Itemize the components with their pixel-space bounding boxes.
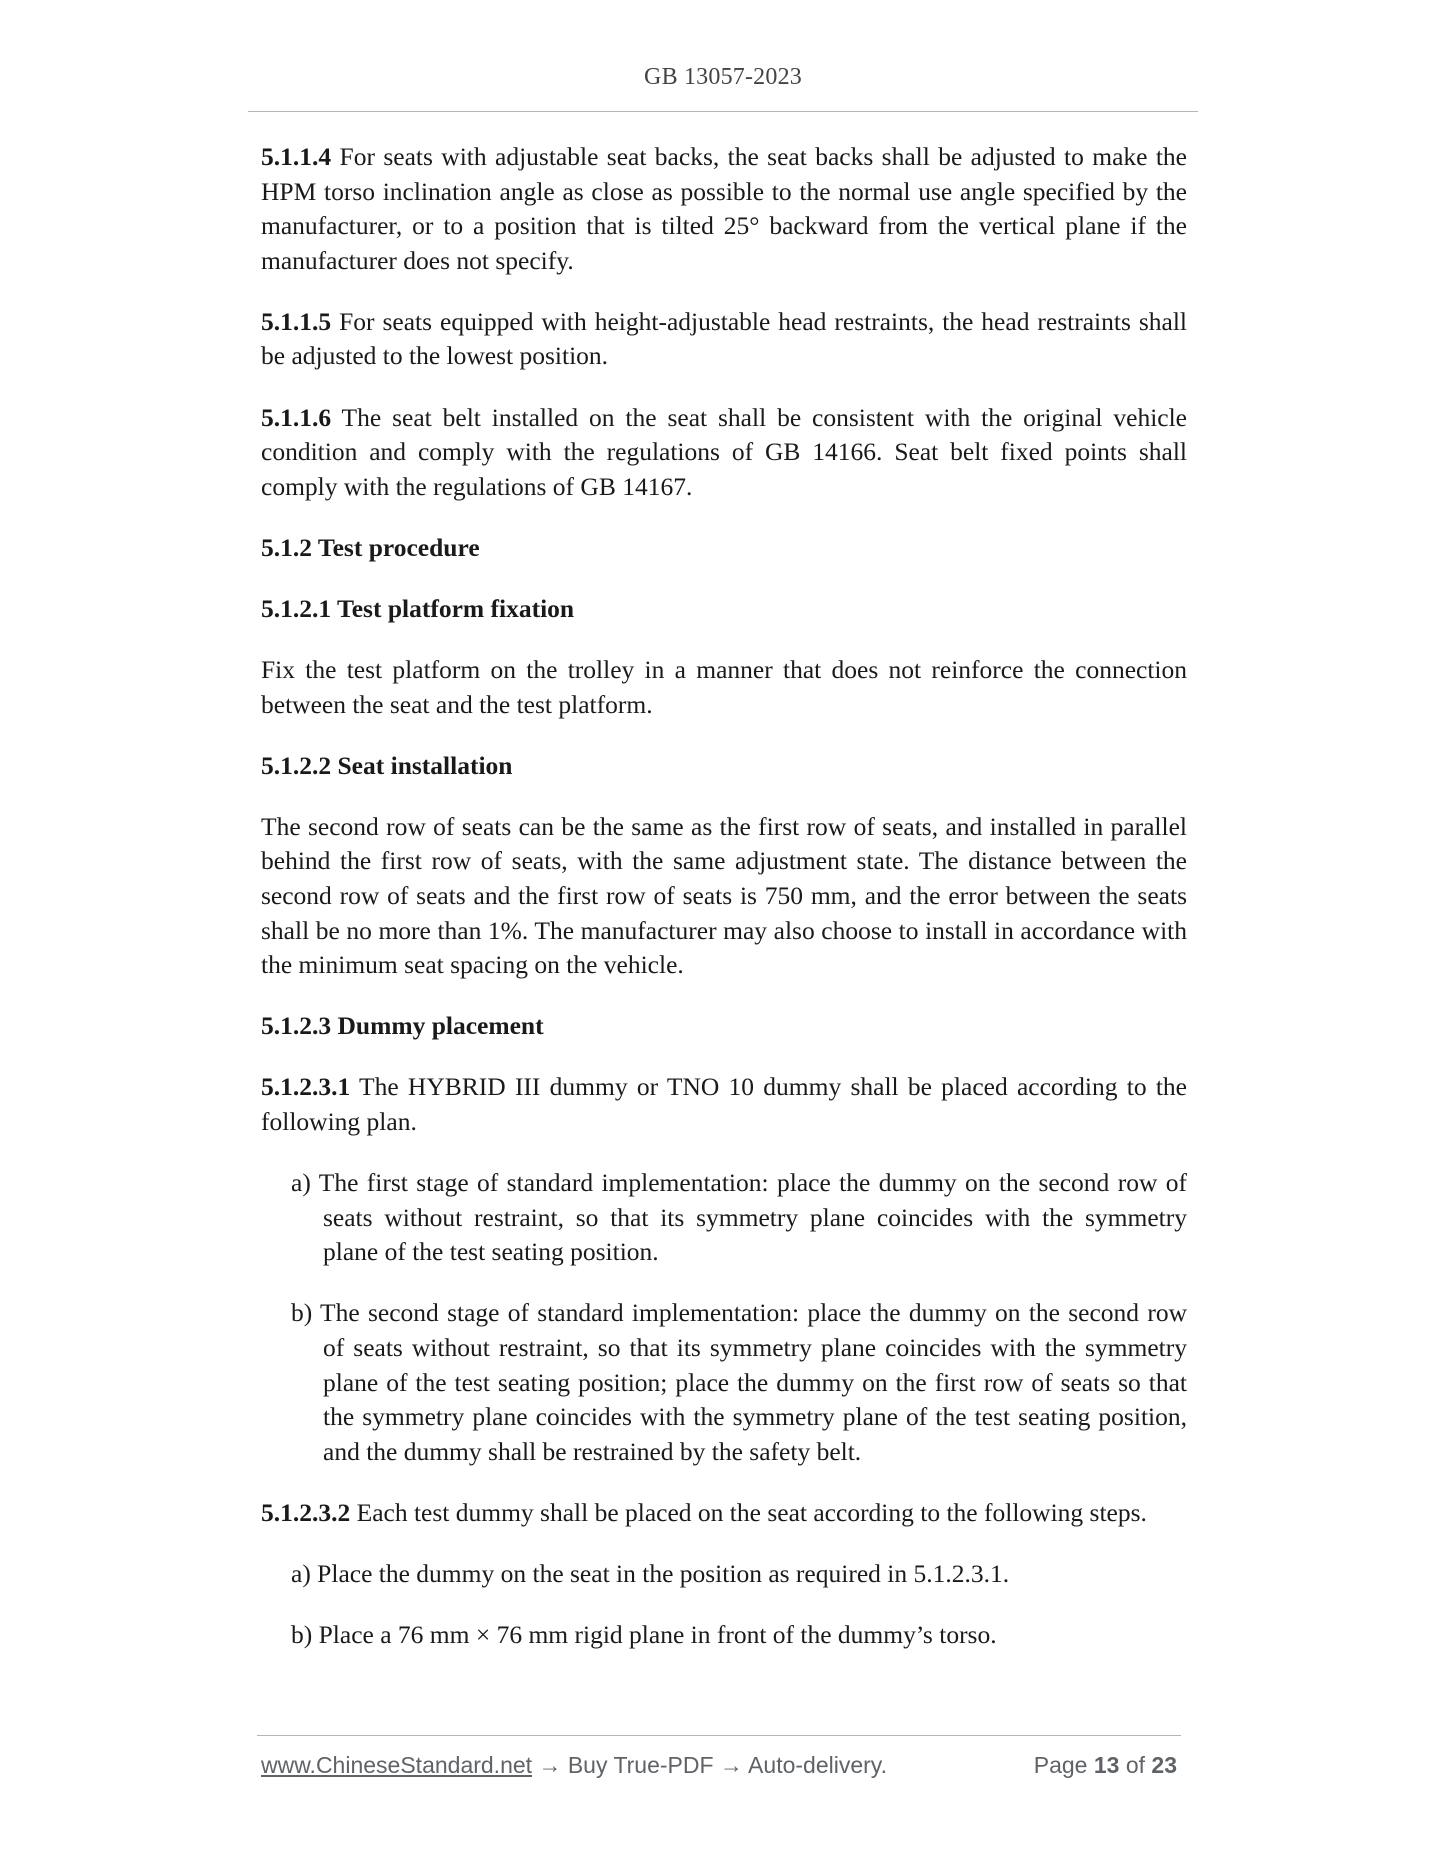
paragraph-5-1-2-3-1: [261, 1070, 1187, 1139]
heading-test-platform-fixation: 5.1.2.1 Test platform fixation: [261, 593, 575, 623]
page-footer: [261, 1752, 1181, 1786]
clause-number: 5.1.1.4: [261, 142, 332, 171]
clause-number: 5.1.1.6: [261, 402, 332, 432]
footer-tagline: → Buy True-PDF → Auto-delivery.: [532, 1752, 887, 1778]
footer-divider: [257, 1735, 1181, 1736]
clause-text: The seat belt installed on the seat shall be consistent with the original vehicle condition and comply with the regulations of GB 14166. Seat belt fixed points shall comply with the regulations of GB 14167.: [261, 402, 1187, 501]
clause-text: For seats with adjustable seat backs, the seat backs shall be adjusted to make the HPM torso inclination angle as close as possible to the normal use angle specified by the manufacturer, or to a position that is tilted 25° backward from the vertical plane if the manufacturer does not specify.: [261, 142, 1187, 275]
clause-number: 5.1.1.5: [261, 306, 332, 336]
document-body: [261, 140, 1187, 1679]
clause-text: Each test dummy shall be placed on the seat according to the following steps.: [350, 1497, 1147, 1527]
clause-number: 5.1.2.3.2: [261, 1497, 351, 1527]
list-item-first-stage: a) The first stage of standard implementation: place the dummy on the second row of seats without restraint, so that its symmetry plane coincides with the symmetry plane of the test seating position.: [291, 1168, 1187, 1267]
paragraph-5-1-2-3-2: [261, 1496, 1187, 1531]
page-current: 13: [1093, 1752, 1120, 1778]
paragraph-platform-fixation: Fix the test platform on the trolley in a manner that does not reinforce the connection between the seat and the test platform.: [261, 655, 1187, 719]
page-header-title: GB 13057-2023: [644, 64, 802, 90]
footer-left: [261, 1752, 887, 1779]
page-total: 23: [1151, 1752, 1177, 1778]
header-divider: [248, 111, 1198, 112]
clause-text: The HYBRID III dummy or TNO 10 dummy shall be placed according to the following plan.: [261, 1072, 1187, 1136]
page-of: of: [1119, 1752, 1152, 1778]
clause-text: For seats equipped with height-adjustable head restraints, the head restraints shall be adjusted to the lowest position.: [261, 306, 1187, 371]
page-number: [1034, 1752, 1177, 1779]
list-item-rigid-plane: b) Place a 76 mm × 76 mm rigid plane in front of the dummy’s torso.: [291, 1620, 997, 1649]
heading-seat-installation: 5.1.2.2 Seat installation: [261, 750, 513, 780]
paragraph-seat-installation: The second row of seats can be the same as the first row of seats, and installed in parallel behind the first row of seats, with the same adjustment state. The distance between the second row of seats and the first row of seats is 750 mm, and the error between the seats shall be no more than 1%. The manufacturer may also choose to install in accordance with the minimum seat spacing on the vehicle.: [261, 811, 1187, 980]
heading-dummy-placement: 5.1.2.3 Dummy placement: [261, 1011, 544, 1041]
list-item-place-dummy: a) Place the dummy on the seat in the position as required in 5.1.2.3.1.: [291, 1558, 1010, 1588]
paragraph-5-1-1-6: [261, 401, 1187, 505]
list-item-second-stage: b) The second stage of standard implementation: place the dummy on the second row of seats without restraint, so that its symmetry plane coincides with the symmetry plane of the test seating position; place the dummy on the first row of seats so that the symmetry plane coincides with the symmetry plane of the test seating position, and the dummy shall be restrained by the safety belt.: [291, 1298, 1187, 1466]
website-link[interactable]: www.ChineseStandard.net: [261, 1752, 533, 1778]
paragraph-5-1-1-4: [261, 140, 1187, 278]
clause-number: 5.1.2.3.1: [261, 1072, 351, 1102]
paragraph-5-1-1-5: [261, 305, 1187, 374]
heading-test-procedure: 5.1.2 Test procedure: [261, 532, 480, 562]
page-label: Page: [1033, 1752, 1094, 1778]
